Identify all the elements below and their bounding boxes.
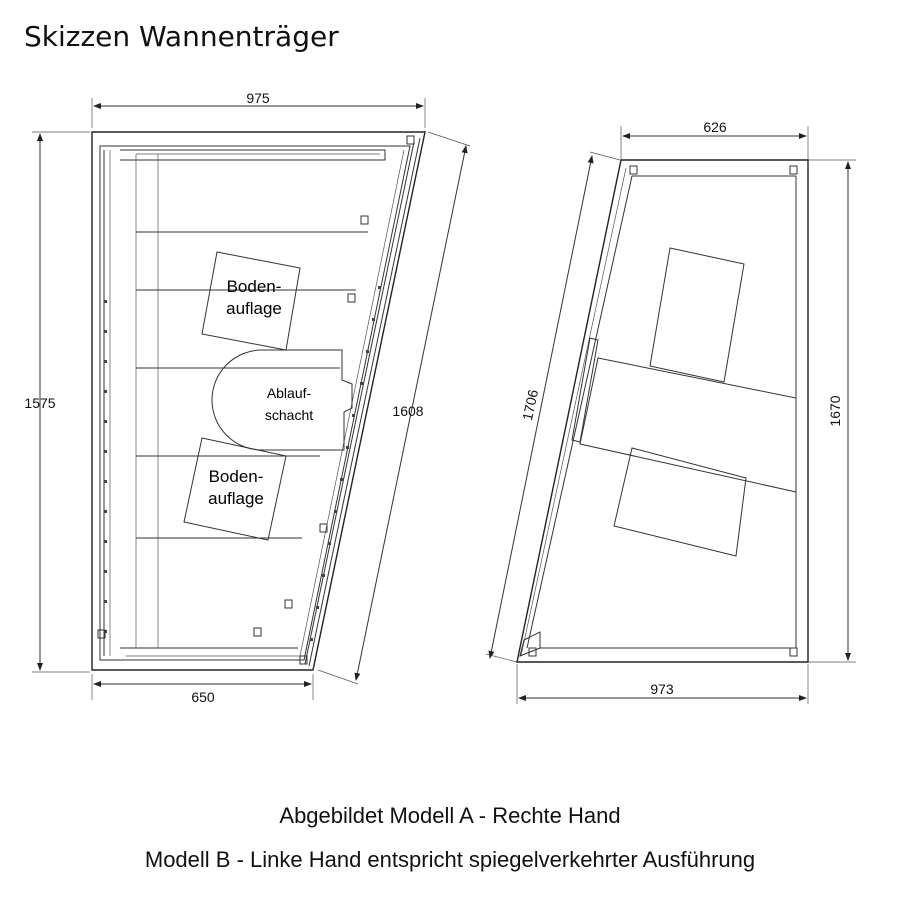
right-dimension-bottom — [517, 664, 808, 704]
right-dimension-right — [808, 160, 856, 662]
floor-pad-top — [202, 252, 300, 350]
left-dimension-left-label: 1575 — [24, 395, 56, 411]
right-dimension-left-label: 1706 — [519, 388, 542, 422]
right-pad-bottom — [614, 448, 746, 556]
caption-model-b: Modell B - Linke Hand entspricht spiegelverkehrter Ausführung — [144, 847, 756, 872]
caption-model-a: Abgebildet Modell A - Rechte Hand — [279, 803, 621, 828]
right-sketch — [486, 119, 856, 704]
left-dimension-right-label: 1608 — [392, 403, 424, 419]
right-cross-beam — [580, 358, 796, 492]
right-dimension-left — [486, 152, 620, 662]
page-title: Skizzen Wannenträger — [24, 20, 339, 53]
left-sketch — [24, 90, 470, 705]
left-dimension-top-label: 975 — [246, 90, 270, 106]
drain-shaft-line2: schacht — [264, 407, 314, 423]
drain-shaft-line1: Ablauf- — [266, 385, 312, 401]
floor-pad-bottom — [184, 438, 286, 540]
right-outer-frame — [517, 160, 808, 662]
left-dimension-top — [92, 90, 425, 128]
floor-pad-bottom-line1: Boden- — [208, 467, 264, 486]
right-dimension-top — [621, 119, 808, 160]
left-brackets — [98, 136, 414, 664]
right-dimension-top-label: 626 — [703, 119, 727, 135]
left-dimension-left — [24, 132, 90, 672]
drain-shaft — [212, 350, 352, 450]
left-dimension-bottom — [92, 674, 313, 705]
right-dimension-bottom-label: 973 — [650, 681, 674, 697]
left-dimension-bottom-label: 650 — [191, 689, 215, 705]
floor-pad-top-line1: Boden- — [226, 277, 282, 296]
floor-pad-top-line2: auflage — [226, 299, 282, 318]
right-pad-top — [650, 248, 744, 382]
left-dimension-right — [318, 132, 470, 684]
right-dimension-right-label: 1670 — [827, 395, 843, 427]
floor-pad-bottom-line2: auflage — [208, 489, 264, 508]
